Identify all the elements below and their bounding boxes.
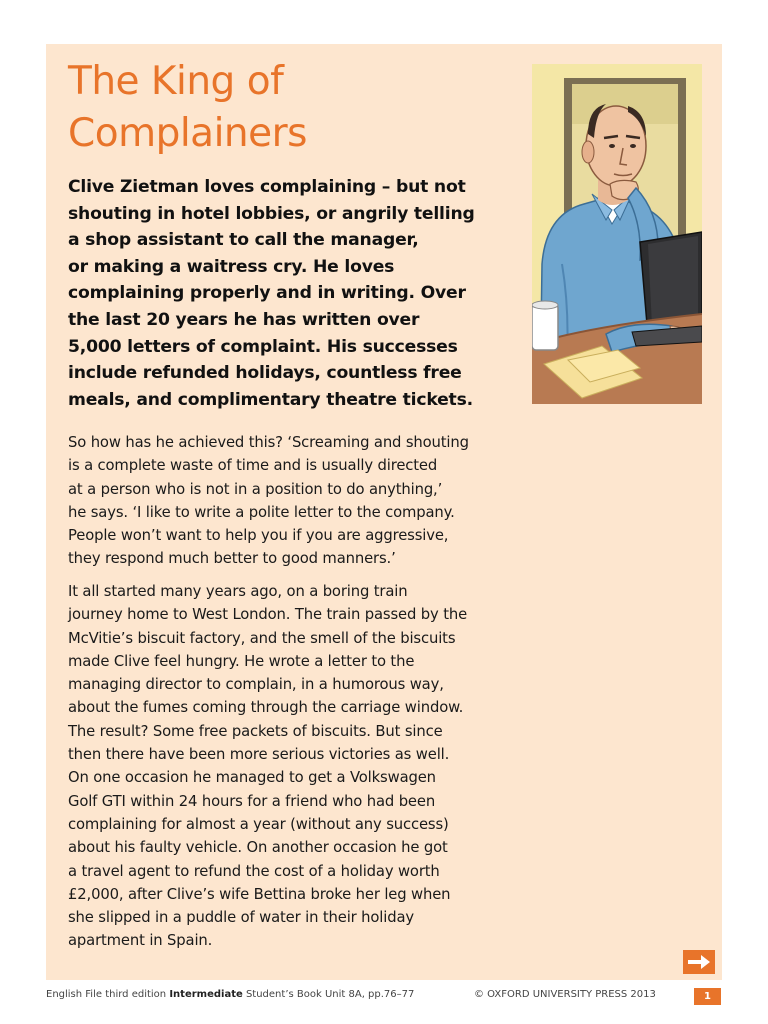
lead-line: shouting in hotel lobbies, or angrily telling xyxy=(68,203,475,224)
lead-line: a shop assistant to call the manager, xyxy=(68,230,419,251)
copyright-notice: © OXFORD UNIVERSITY PRESS 2013 xyxy=(474,989,656,1000)
lead-paragraph xyxy=(68,174,516,413)
man-at-laptop-illustration xyxy=(532,64,702,404)
book-reference: English File third edition Intermediate Student’s Book Unit 8A, pp.76–77 xyxy=(46,989,415,1000)
text-line: So how has he achieved this? ‘Screaming and shouting xyxy=(68,434,469,451)
lead-line: Clive Zietman loves complaining – but not xyxy=(68,177,466,197)
text-line: she slipped in a puddle of water in their holiday xyxy=(68,909,414,927)
body-paragraph-1 xyxy=(68,431,518,571)
text-line: On one occasion he managed to get a Volkswagen xyxy=(68,769,436,787)
lead-line: complaining properly and in writing. Over xyxy=(68,283,466,304)
lead-line: the last 20 years he has written over xyxy=(68,309,420,330)
text-line: It all started many years ago, on a boring train xyxy=(68,583,408,600)
text-line: about the fumes coming through the carriage window. xyxy=(68,699,464,717)
text-line: £2,000, after Clive’s wife Bettina broke her leg when xyxy=(68,885,451,903)
text-line: at a person who is not in a position to do anything,’ xyxy=(68,480,443,498)
text-line: he says. ‘I like to write a polite letter to the company. xyxy=(68,503,455,521)
text-line: is a complete waste of time and is usually directed xyxy=(68,457,438,475)
title-line-1: The King of xyxy=(68,59,284,104)
text-line: then there have been more serious victories as well. xyxy=(68,746,450,764)
title-line-2: Complainers xyxy=(68,111,307,156)
lead-line: include refunded holidays, countless free xyxy=(68,363,462,384)
text-line: apartment in Spain. xyxy=(68,932,213,950)
text-line: McVitie’s biscuit factory, and the smell of the biscuits xyxy=(68,629,456,647)
right-arrow-icon xyxy=(687,954,711,970)
text-line: managing director to complain, in a humorous way, xyxy=(68,676,444,694)
lead-line: 5,000 letters of complaint. His successes xyxy=(68,336,458,357)
lead-line: meals, and complimentary theatre tickets. xyxy=(68,389,473,410)
text-line: People won’t want to help you if you are aggressive, xyxy=(68,527,449,545)
footer xyxy=(46,989,666,1000)
next-page-button[interactable] xyxy=(683,950,715,974)
article-title xyxy=(68,56,307,160)
text-line: made Clive feel hungry. He wrote a letter to the xyxy=(68,652,415,670)
text-line: The result? Some free packets of biscuits. But since xyxy=(68,722,443,740)
text-line: they respond much better to good manners.’ xyxy=(68,550,396,568)
page-number: 1 xyxy=(694,988,721,1005)
text-line: a travel agent to refund the cost of a holiday worth xyxy=(68,862,440,880)
text-line: journey home to West London. The train passed by the xyxy=(68,606,468,624)
text-line: complaining for almost a year (without any success) xyxy=(68,815,449,833)
lead-line: or making a waitress cry. He loves xyxy=(68,256,395,277)
text-line: Golf GTI within 24 hours for a friend who had been xyxy=(68,792,436,810)
text-line: about his faulty vehicle. On another occasion he got xyxy=(68,839,448,857)
body-paragraph-2 xyxy=(68,580,518,953)
